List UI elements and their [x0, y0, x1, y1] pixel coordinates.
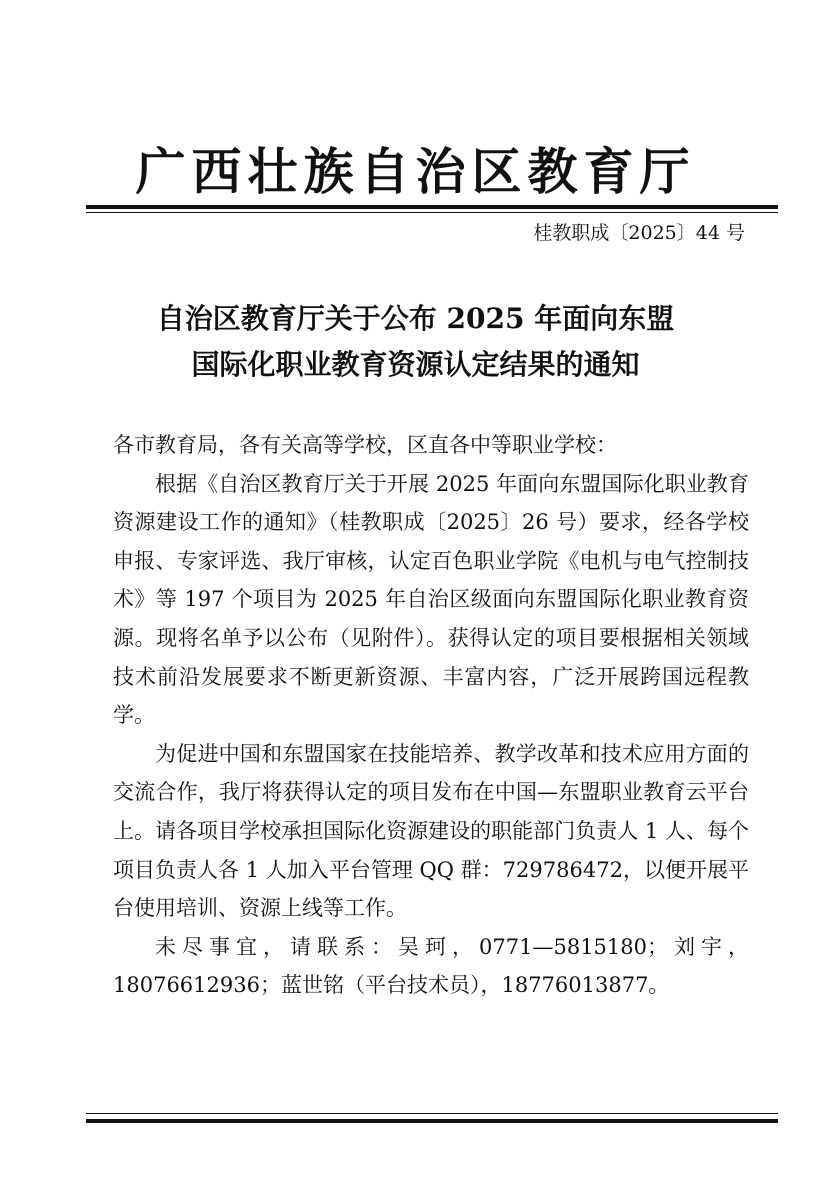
notice-title-line-1: 自治区教育厅关于公布 2025 年面向东盟 — [156, 302, 675, 335]
document-number: 桂教职成〔2025〕44 号 — [533, 222, 745, 244]
footer-rule-thick — [86, 1119, 778, 1123]
issuing-authority-title: 广西壮族自治区教育厅 — [135, 142, 696, 201]
notice-body — [113, 426, 749, 1005]
body-paragraph-3: 未尽事宜，请联系：吴珂，0771—5815180；刘宇，18076612936；蓝世铭（平台技术员），18776013877。 — [113, 934, 749, 998]
notice-title-line-2: 国际化职业教育资源认定结果的通知 — [191, 348, 640, 381]
footer-rule-thin — [86, 1113, 778, 1114]
body-paragraph-2: 为促进中国和东盟国家在技能培养、教学改革和技术应用方面的交流合作，我厅将获得认定的项目发布在中国—东盟职业教育云平台上。请各项目学校承担国际化资源建设的职能部门负责人 1 人、每个项目负责人各 1 人加入平台管理 QQ 群：729786472，以便开展平台使用培训、资源上线等工作。 — [113, 741, 749, 921]
header-rule-thin — [86, 212, 778, 213]
header-rule-thick — [86, 205, 778, 209]
notice-title — [0, 296, 831, 388]
body-paragraph-1: 根据《自治区教育厅关于开展 2025 年面向东盟国际化职业教育资源建设工作的通知》（桂教职成〔2025〕26 号）要求，经各学校申报、专家评选、我厅审核，认定百色职业学院《电机与电气控制技术》等 197 个项目为 2025 年自治区级面向东盟国际化职业教育资源。现将名单予以公布（见附件）。获得认定的项目要根据相关领域技术前沿发展要求不断更新资源、丰富内容，广泛开展跨国远程教学。 — [113, 471, 749, 728]
salutation: 各市教育局，各有关高等学校，区直各中等职业学校： — [113, 433, 617, 457]
